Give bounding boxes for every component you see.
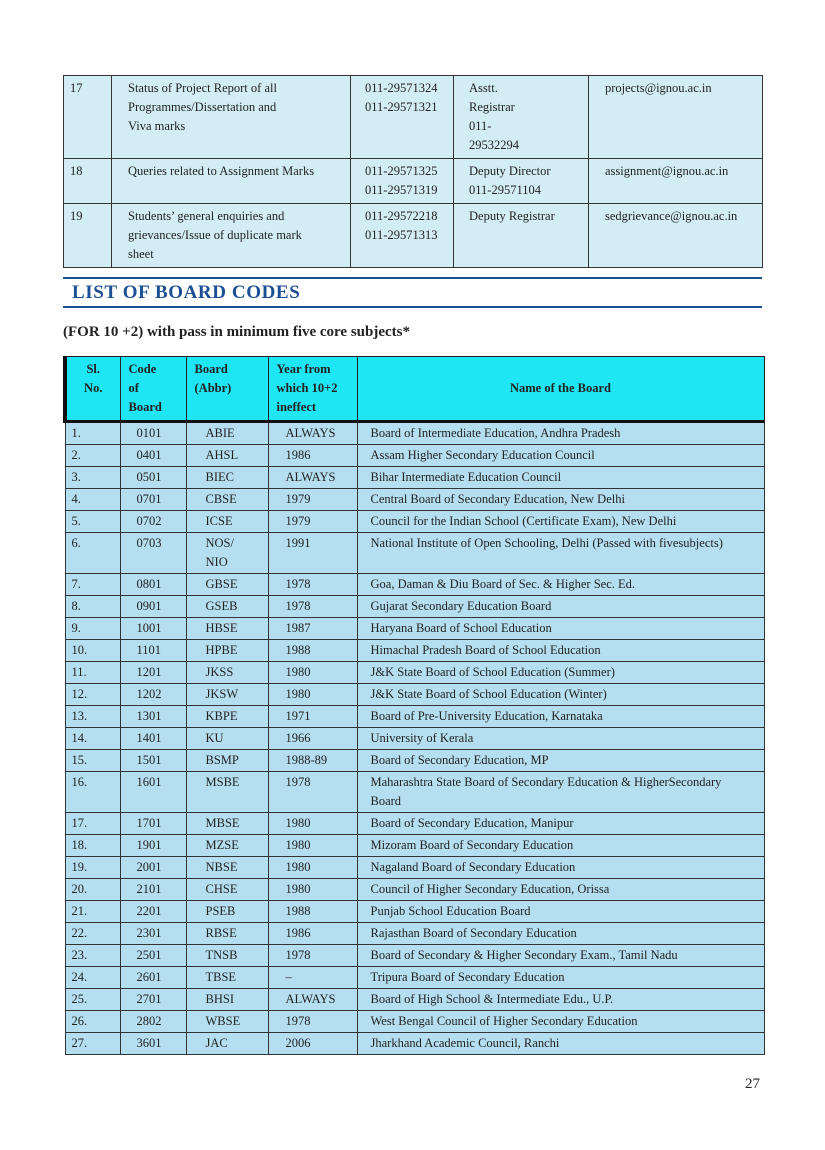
board-row (65, 879, 764, 901)
cell-sl-no: 14. (65, 728, 120, 750)
cell-code: 2501 (120, 945, 186, 967)
cell-abbr: ABIE (186, 422, 268, 445)
query-topic: Students’ general enquiries and grievances/Issue of duplicate mark sheet (112, 204, 351, 268)
cell-sl-no: 2. (65, 445, 120, 467)
board-row (65, 989, 764, 1011)
board-row (65, 750, 764, 772)
cell-code: 2802 (120, 1011, 186, 1033)
board-row (65, 533, 764, 574)
cell-sl-no: 4. (65, 489, 120, 511)
cell-year: 1986 (268, 445, 357, 467)
board-table-body (65, 422, 764, 1055)
cell-sl-no: 6. (65, 533, 120, 574)
cell-code: 0702 (120, 511, 186, 533)
contact-row (64, 76, 763, 159)
cell-sl-no: 9. (65, 618, 120, 640)
cell-year: 1978 (268, 596, 357, 618)
section-heading: LIST OF BOARD CODES (72, 282, 301, 303)
cell-board-name: Board of Intermediate Education, Andhra Pradesh (357, 422, 764, 445)
cell-year: 1988 (268, 640, 357, 662)
board-row (65, 835, 764, 857)
heading-top-rule (63, 277, 762, 279)
board-row (65, 662, 764, 684)
cell-abbr: KBPE (186, 706, 268, 728)
cell-abbr: KU (186, 728, 268, 750)
cell-code: 2201 (120, 901, 186, 923)
cell-sl-no: 20. (65, 879, 120, 901)
cell-year: 1980 (268, 684, 357, 706)
cell-year: ALWAYS (268, 422, 357, 445)
heading-bottom-rule (63, 306, 762, 308)
header-year: Year from which 10+2 ineffect (268, 357, 357, 422)
board-row (65, 640, 764, 662)
cell-sl-no: 10. (65, 640, 120, 662)
contact-row (64, 159, 763, 204)
serial-number: 19 (64, 204, 112, 268)
contact-officer: Deputy Registrar (454, 204, 589, 268)
cell-board-name: Himachal Pradesh Board of School Education (357, 640, 764, 662)
email-address[interactable]: projects@ignou.ac.in (589, 76, 763, 159)
cell-code: 0401 (120, 445, 186, 467)
board-table-header-row (65, 357, 764, 422)
cell-board-name: University of Kerala (357, 728, 764, 750)
cell-abbr: WBSE (186, 1011, 268, 1033)
board-row (65, 574, 764, 596)
cell-abbr: CHSE (186, 879, 268, 901)
cell-year: 1980 (268, 835, 357, 857)
cell-abbr: NBSE (186, 857, 268, 879)
cell-year: 1980 (268, 813, 357, 835)
cell-board-name: Council of Higher Secondary Education, Orissa (357, 879, 764, 901)
board-row (65, 706, 764, 728)
board-codes-table (63, 356, 765, 1055)
cell-year: 1988 (268, 901, 357, 923)
page-number: 27 (745, 1076, 760, 1092)
board-row (65, 596, 764, 618)
cell-code: 0701 (120, 489, 186, 511)
cell-sl-no: 26. (65, 1011, 120, 1033)
cell-abbr: ICSE (186, 511, 268, 533)
query-topic: Queries related to Assignment Marks (112, 159, 351, 204)
cell-code: 3601 (120, 1033, 186, 1055)
phone-numbers: 011-29571324 011-29571321 (351, 76, 454, 159)
cell-code: 0703 (120, 533, 186, 574)
cell-abbr: BSMP (186, 750, 268, 772)
cell-abbr: GSEB (186, 596, 268, 618)
cell-sl-no: 25. (65, 989, 120, 1011)
cell-board-name: Haryana Board of School Education (357, 618, 764, 640)
cell-year: 1978 (268, 772, 357, 813)
cell-abbr: JAC (186, 1033, 268, 1055)
cell-year: 2006 (268, 1033, 357, 1055)
cell-board-name: Council for the Indian School (Certificate Exam), New Delhi (357, 511, 764, 533)
cell-sl-no: 7. (65, 574, 120, 596)
cell-code: 1601 (120, 772, 186, 813)
cell-board-name: Board of Secondary Education, MP (357, 750, 764, 772)
header-sl-no: Sl. No. (65, 357, 120, 422)
board-row (65, 945, 764, 967)
cell-sl-no: 17. (65, 813, 120, 835)
serial-number: 18 (64, 159, 112, 204)
cell-year: 1980 (268, 857, 357, 879)
board-row (65, 1033, 764, 1055)
cell-code: 1401 (120, 728, 186, 750)
cell-year: 1979 (268, 511, 357, 533)
cell-board-name: J&K State Board of School Education (Winter) (357, 684, 764, 706)
cell-code: 0901 (120, 596, 186, 618)
cell-code: 1001 (120, 618, 186, 640)
board-row (65, 901, 764, 923)
cell-code: 1501 (120, 750, 186, 772)
cell-abbr: GBSE (186, 574, 268, 596)
contact-table (63, 75, 763, 268)
cell-abbr: AHSL (186, 445, 268, 467)
cell-code: 2101 (120, 879, 186, 901)
cell-sl-no: 13. (65, 706, 120, 728)
cell-code: 2701 (120, 989, 186, 1011)
cell-code: 1202 (120, 684, 186, 706)
cell-code: 0501 (120, 467, 186, 489)
cell-abbr: JKSW (186, 684, 268, 706)
cell-year: 1991 (268, 533, 357, 574)
cell-code: 1901 (120, 835, 186, 857)
cell-sl-no: 21. (65, 901, 120, 923)
cell-year: 1978 (268, 945, 357, 967)
cell-abbr: MSBE (186, 772, 268, 813)
contact-officer: Deputy Director 011-29571104 (454, 159, 589, 204)
board-row (65, 489, 764, 511)
cell-board-name: Board of Secondary & Higher Secondary Exam., Tamil Nadu (357, 945, 764, 967)
cell-abbr: MBSE (186, 813, 268, 835)
cell-abbr: PSEB (186, 901, 268, 923)
cell-code: 2001 (120, 857, 186, 879)
cell-board-name: Punjab School Education Board (357, 901, 764, 923)
cell-abbr: BIEC (186, 467, 268, 489)
cell-board-name: J&K State Board of School Education (Summer) (357, 662, 764, 684)
cell-board-name: Goa, Daman & Diu Board of Sec. & Higher Sec. Ed. (357, 574, 764, 596)
cell-year: 1979 (268, 489, 357, 511)
cell-sl-no: 23. (65, 945, 120, 967)
cell-year: 1980 (268, 879, 357, 901)
cell-abbr: JKSS (186, 662, 268, 684)
cell-sl-no: 19. (65, 857, 120, 879)
cell-board-name: Maharashtra State Board of Secondary Education & HigherSecondary Board (357, 772, 764, 813)
header-code: Code of Board (120, 357, 186, 422)
cell-board-name: Board of Pre-University Education, Karnataka (357, 706, 764, 728)
cell-board-name: West Bengal Council of Higher Secondary Education (357, 1011, 764, 1033)
email-address[interactable]: sedgrievance@ignou.ac.in (589, 204, 763, 268)
cell-code: 2601 (120, 967, 186, 989)
cell-sl-no: 15. (65, 750, 120, 772)
contact-officer: Asstt. Registrar 011- 29532294 (454, 76, 589, 159)
phone-numbers: 011-29571325 011-29571319 (351, 159, 454, 204)
cell-year: ALWAYS (268, 467, 357, 489)
cell-sl-no: 18. (65, 835, 120, 857)
cell-sl-no: 5. (65, 511, 120, 533)
cell-board-name: Bihar Intermediate Education Council (357, 467, 764, 489)
query-topic: Status of Project Report of all Programmes/Dissertation and Viva marks (112, 76, 351, 159)
cell-year: 1978 (268, 1011, 357, 1033)
board-row (65, 684, 764, 706)
phone-numbers: 011-29572218 011-29571313 (351, 204, 454, 268)
cell-year: 1971 (268, 706, 357, 728)
cell-code: 2301 (120, 923, 186, 945)
cell-year: 1986 (268, 923, 357, 945)
board-row (65, 728, 764, 750)
header-abbr: Board (Abbr) (186, 357, 268, 422)
cell-abbr: RBSE (186, 923, 268, 945)
cell-sl-no: 22. (65, 923, 120, 945)
cell-abbr: NOS/ NIO (186, 533, 268, 574)
cell-abbr: TBSE (186, 967, 268, 989)
cell-sl-no: 27. (65, 1033, 120, 1055)
contact-table-body (64, 76, 763, 268)
cell-sl-no: 8. (65, 596, 120, 618)
cell-year: 1987 (268, 618, 357, 640)
board-row (65, 923, 764, 945)
cell-sl-no: 12. (65, 684, 120, 706)
board-row (65, 967, 764, 989)
cell-sl-no: 11. (65, 662, 120, 684)
cell-abbr: CBSE (186, 489, 268, 511)
cell-year: ALWAYS (268, 989, 357, 1011)
cell-code: 0101 (120, 422, 186, 445)
board-row (65, 445, 764, 467)
cell-board-name: Jharkhand Academic Council, Ranchi (357, 1033, 764, 1055)
board-row (65, 772, 764, 813)
cell-sl-no: 16. (65, 772, 120, 813)
cell-abbr: HPBE (186, 640, 268, 662)
cell-abbr: MZSE (186, 835, 268, 857)
board-row (65, 511, 764, 533)
cell-sl-no: 24. (65, 967, 120, 989)
cell-code: 1301 (120, 706, 186, 728)
cell-board-name: Board of Secondary Education, Manipur (357, 813, 764, 835)
cell-code: 1701 (120, 813, 186, 835)
header-board-name: Name of the Board (357, 357, 764, 422)
board-row (65, 813, 764, 835)
board-row (65, 618, 764, 640)
cell-board-name: Assam Higher Secondary Education Council (357, 445, 764, 467)
serial-number: 17 (64, 76, 112, 159)
board-row (65, 422, 764, 445)
board-row (65, 857, 764, 879)
cell-abbr: HBSE (186, 618, 268, 640)
cell-code: 1101 (120, 640, 186, 662)
cell-year: 1978 (268, 574, 357, 596)
cell-board-name: Tripura Board of Secondary Education (357, 967, 764, 989)
cell-code: 1201 (120, 662, 186, 684)
cell-year: 1980 (268, 662, 357, 684)
board-row (65, 1011, 764, 1033)
cell-board-name: Rajasthan Board of Secondary Education (357, 923, 764, 945)
cell-sl-no: 3. (65, 467, 120, 489)
cell-board-name: Mizoram Board of Secondary Education (357, 835, 764, 857)
contact-row (64, 204, 763, 268)
cell-sl-no: 1. (65, 422, 120, 445)
cell-board-name: Gujarat Secondary Education Board (357, 596, 764, 618)
email-address[interactable]: assignment@ignou.ac.in (589, 159, 763, 204)
cell-abbr: BHSI (186, 989, 268, 1011)
cell-year: – (268, 967, 357, 989)
cell-board-name: National Institute of Open Schooling, Delhi (Passed with fivesubjects) (357, 533, 764, 574)
section-subtitle: (FOR 10 +2) with pass in minimum five core subjects* (63, 324, 411, 340)
cell-board-name: Board of High School & Intermediate Edu., U.P. (357, 989, 764, 1011)
cell-year: 1966 (268, 728, 357, 750)
cell-year: 1988-89 (268, 750, 357, 772)
cell-board-name: Central Board of Secondary Education, New Delhi (357, 489, 764, 511)
cell-abbr: TNSB (186, 945, 268, 967)
cell-code: 0801 (120, 574, 186, 596)
cell-board-name: Nagaland Board of Secondary Education (357, 857, 764, 879)
board-row (65, 467, 764, 489)
